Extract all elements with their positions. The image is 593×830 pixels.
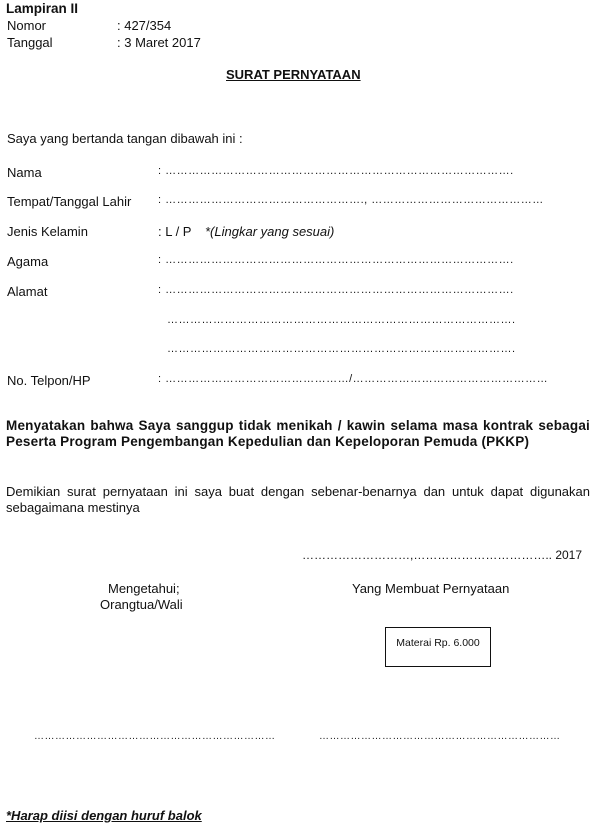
telpon-label: No. Telpon/HP — [7, 373, 91, 388]
jenis-kelamin-label: Jenis Kelamin — [7, 224, 88, 239]
left-signature-line[interactable]: …………………………………………………………… — [34, 731, 276, 742]
agama-label: Agama — [7, 254, 49, 269]
materai-box — [385, 627, 491, 667]
nomor-label: Nomor — [7, 18, 47, 33]
closing-paragraph: Demikian surat pernyataan ini saya buat dengan sebenar-benarnya dan untuk dapat digunakan sebagaimana mestinya — [6, 484, 590, 515]
agama-field[interactable]: : ………………………………………………………………………………. — [158, 254, 514, 266]
document-title: SURAT PERNYATAAN — [226, 67, 361, 82]
alamat-field-line3[interactable]: ………………………………………………………………………………. — [167, 343, 516, 355]
ttl-field[interactable]: : ……………………………………………., ……………………………………… — [158, 194, 544, 206]
mengetahui-label: Mengetahui; — [108, 581, 180, 596]
right-signature-line[interactable]: …………………………………………………………… — [319, 731, 561, 742]
jenis-kelamin-note: *(Lingkar yang sesuai) — [205, 224, 335, 239]
tanggal-value: : 3 Maret 2017 — [117, 35, 201, 50]
nama-field[interactable]: : ………………………………………………………………………………. — [158, 165, 514, 177]
alamat-field-line1[interactable]: : ………………………………………………………………………………. — [158, 284, 514, 296]
date-line[interactable]: ………………………,…………………………….. 2017 — [302, 548, 583, 562]
nama-label: Nama — [7, 165, 42, 180]
lampiran-label: Lampiran II — [6, 1, 79, 16]
jenis-kelamin-value[interactable]: : L / P — [158, 224, 192, 239]
tanggal-label: Tanggal — [7, 35, 53, 50]
footnote: *Harap diisi dengan huruf balok — [6, 808, 202, 823]
orangtua-wali-label: Orangtua/Wali — [100, 597, 183, 612]
ttl-label: Tempat/Tanggal Lahir — [7, 194, 132, 209]
nomor-value: : 427/354 — [117, 18, 172, 33]
alamat-field-line2[interactable]: ………………………………………………………………………………. — [167, 314, 516, 326]
materai-label: Materai Rp. 6.000 — [396, 637, 480, 649]
telpon-field[interactable]: : …………………………………………/…………………………………………… — [158, 373, 549, 385]
intro-text: Saya yang bertanda tangan dibawah ini : — [7, 131, 243, 146]
pembuat-pernyataan-label: Yang Membuat Pernyataan — [352, 581, 510, 596]
statement-paragraph: Menyatakan bahwa Saya sanggup tidak menikah / kawin selama masa kontrak sebagai Peserta Program Pengembangan Kepedulian dan Kepeloporan Pemuda (PKKP) — [6, 418, 590, 449]
alamat-label: Alamat — [7, 284, 48, 299]
